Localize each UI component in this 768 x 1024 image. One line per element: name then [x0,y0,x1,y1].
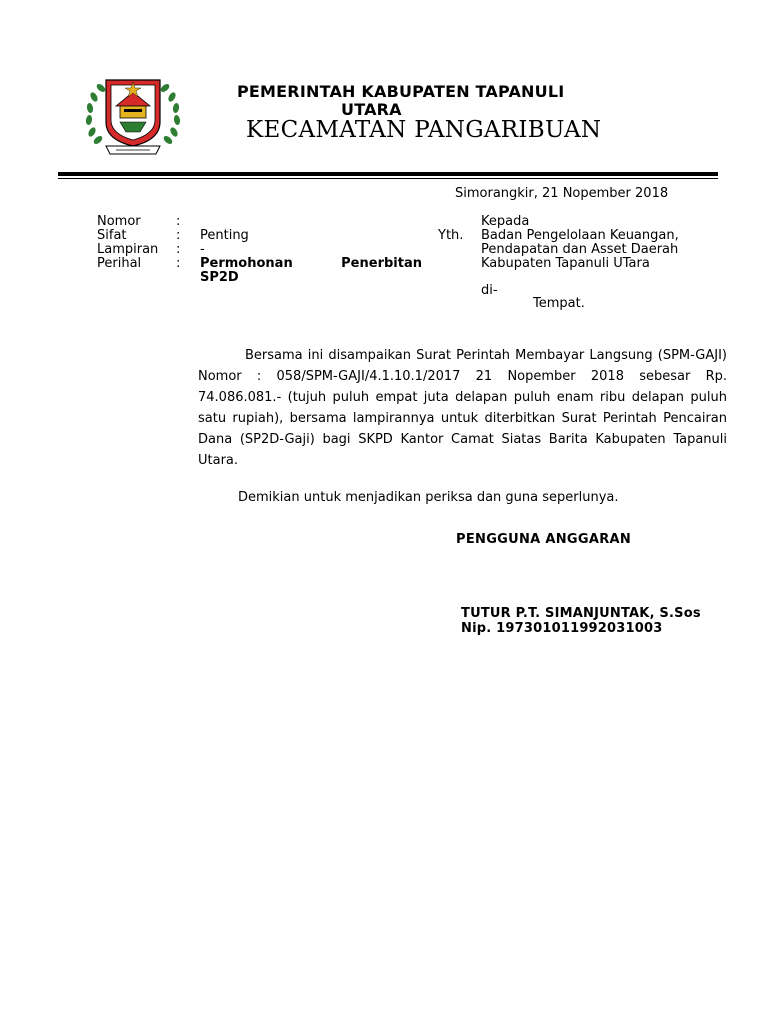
body-paragraph [198,345,727,471]
lampiran-label: Lampiran [97,242,159,257]
addressee-line1: Badan Pengelolaan Keuangan, [481,228,679,243]
regency-emblem-logo [80,70,186,158]
addressee-di: di- [481,283,498,298]
addressee-line3: Kabupaten Tapanuli UTara [481,256,650,271]
government-name [237,83,667,119]
signer-name: TUTUR P.T. SIMANJUNTAK, S.Sos [461,606,701,621]
perihal-word1: Permohonan [200,256,293,271]
sifat-colon: : [176,228,181,243]
addressee-tempat: Tempat. [533,296,585,311]
body-paragraph-text: Bersama ini disampaikan Surat Perintah Membayar Langsung (SPM-GAJI) Nomor : 058/SPM-GAJI/4.1.10.1/2017 21 Nopember 2018 sebesar Rp. 74.086.081.- (tujuh puluh empat juta delapan puluh enam ribu delapan puluh satu rupiah), bersama lampirannya untuk diterbitkan Surat Perintah Pencairan Dana (SP2D-Gaji) bagi SKPD Kantor Camat Siatas Barita Kabupaten Tapanuli Utara. [198,348,727,468]
lampiran-colon: : [176,242,181,257]
sifat-value: Penting [200,228,249,243]
government-name-line2: UTARA [341,100,402,119]
lampiran-value: - [200,242,205,257]
district-name: KECAMATAN PANGARIBUAN [246,117,602,143]
perihal-value [200,257,422,285]
signer-block [461,606,701,636]
yth-label: Yth. [438,228,464,243]
addressee-line2: Pendapatan dan Asset Daerah [481,242,679,257]
letterhead-divider-thick [58,172,718,176]
government-name-line1: PEMERINTAH KABUPATEN TAPANULI [237,82,565,101]
perihal-line2: SP2D [200,270,239,285]
perihal-word2: Penerbitan [341,256,422,271]
perihal-label: Perihal [97,256,142,271]
closing-sentence: Demikian untuk menjadikan periksa dan guna seperlunya. [238,490,619,505]
addressee-block [481,215,679,271]
place-date: Simorangkir, 21 Nopember 2018 [455,186,669,201]
sifat-label: Sifat [97,228,127,243]
letterhead-divider-thin [58,178,718,179]
perihal-colon: : [176,256,181,271]
nomor-label: Nomor [97,214,141,229]
addressee-kepada: Kepada [481,214,530,229]
nomor-colon: : [176,214,181,229]
signature-title: PENGGUNA ANGGARAN [456,532,632,547]
signer-nip: Nip. 197301011992031003 [461,621,663,636]
